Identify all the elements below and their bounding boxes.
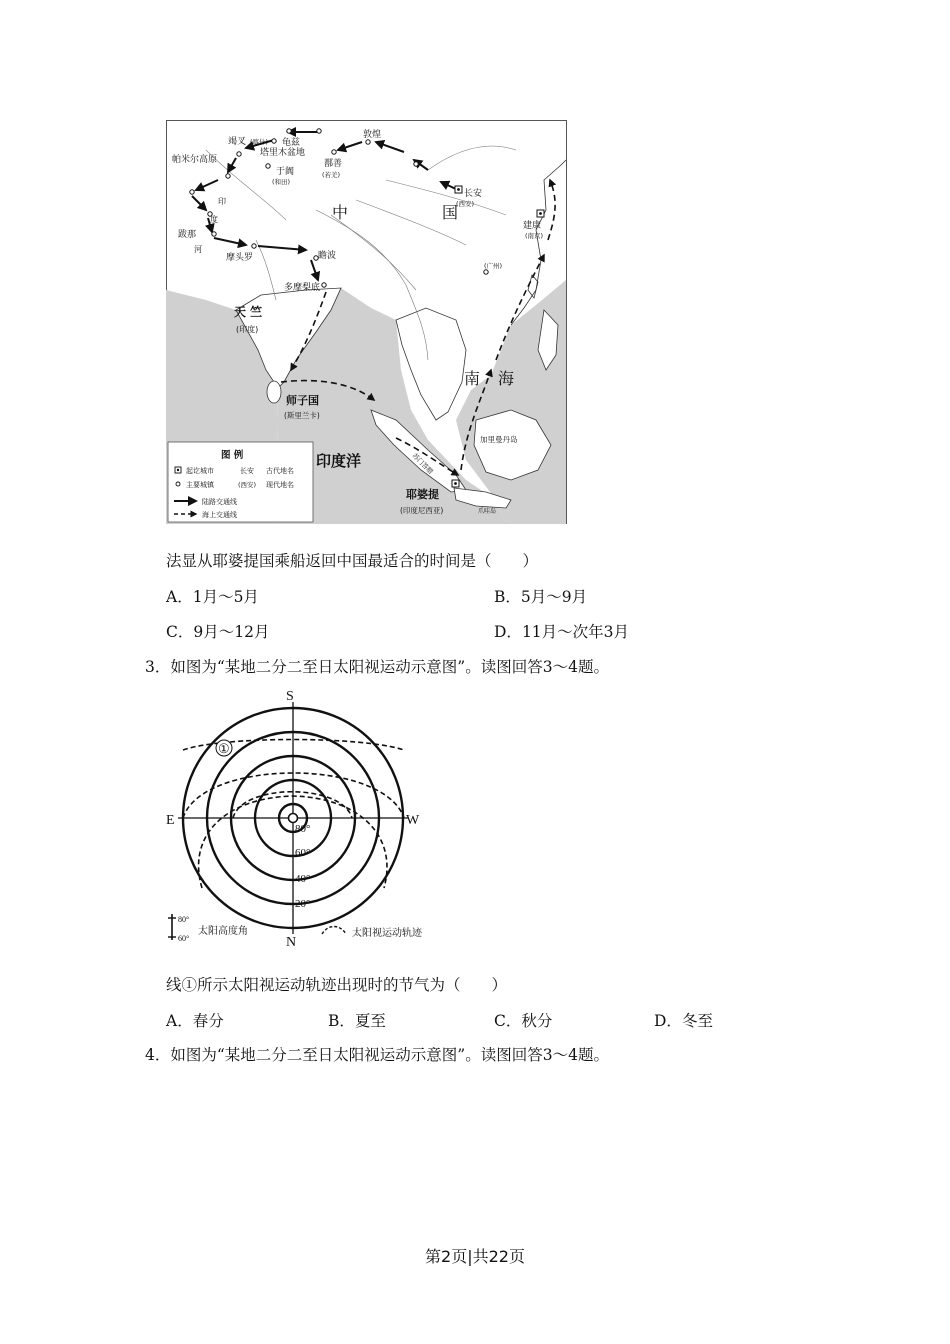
map-label: 南 [464,369,481,388]
map-label: 师子国 [286,394,319,407]
map-label: 鄯善 [324,159,343,169]
map-label: 敦煌 [363,130,382,140]
map-label: 度 [210,215,218,224]
map-label: 印度洋 [316,452,362,470]
map-label: 天 竺 [234,305,263,319]
q3-option-a [166,1011,224,1031]
map-label: 耶婆提 [406,488,439,501]
sri-lanka [267,381,281,403]
q3-option-c [494,1011,552,1031]
option-letter: B． [494,588,521,606]
north-label: N [286,935,297,950]
east-label: E [166,813,175,828]
option-letter: D． [494,623,522,641]
track-marker-1: ① [218,741,230,756]
map-label: 加里曼丹岛 [480,435,518,444]
west-label: W [406,813,420,828]
option-letter: B． [328,1012,355,1030]
svg-text:陆路交通线: 陆路交通线 [202,498,237,506]
question-intro-text: 如图为“某地二分二至日太阳视运动示意图”。读图回答3～4题。 [170,658,609,676]
altitude-label: 60° [295,847,311,859]
svg-text:长安: 长安 [240,467,254,475]
page-footer: 第2页|共22页 [425,1247,525,1266]
svg-text:现代地名: 现代地名 [266,481,294,489]
option-text: 11月～次年3月 [521,623,630,641]
svg-text:(西安): (西安) [238,481,257,489]
map-label: (西安) [456,200,475,208]
map-label: (广州) [484,262,503,270]
option-letter: C． [166,623,194,641]
svg-text:古代地名: 古代地名 [266,467,294,475]
map-label: 跋那 [178,230,197,240]
q3-intro [145,657,609,677]
option-text: 夏至 [354,1012,386,1030]
map-label: 于阗 [276,167,295,177]
option-text: 5月～9月 [520,588,588,606]
svg-text:太阳视运动轨迹: 太阳视运动轨迹 [352,928,422,939]
q2-option-b [494,587,587,607]
q2-stem: 法显从耶婆提国乘船返回中国最适合的时间是（ ） [166,552,539,570]
map-legend [168,442,313,522]
altitude-label: 40° [295,873,311,885]
map-label: (喀什) [250,138,269,146]
map-label: (印度尼西亚) [400,506,444,515]
map-label: 中 [332,203,349,222]
map-label: 塔里木盆地 [260,148,306,158]
svg-text:太阳高度角: 太阳高度角 [198,926,248,937]
q3-option-d [654,1011,713,1031]
map-label: 帕米尔高原 [172,155,218,165]
south-label: S [286,689,294,704]
svg-text:海上交通线: 海上交通线 [202,511,237,519]
map-label: 长安 [464,189,483,199]
option-letter: A． [166,1012,193,1030]
legend-title: 图 例 [221,450,244,461]
map-label: 竭叉 [228,137,247,147]
map-label: 爪哇岛 [478,508,497,515]
option-letter: D． [654,1012,682,1030]
map-label: (南京) [525,232,544,240]
map-label: 龟兹 [282,138,301,148]
option-letter: A． [166,588,193,606]
q3-stem: 线①所示太阳视运动轨迹出现时的节气为（ ） [166,976,508,994]
option-text: 9月～12月 [193,623,270,641]
map-label: 摩头罗 [226,253,254,263]
map-label: (若羌) [322,171,341,179]
svg-text:起讫城市: 起讫城市 [186,467,214,475]
question-number: 4． [145,1046,171,1064]
altitude-label: 80° [295,823,311,835]
option-letter: C． [494,1012,522,1030]
map-label: 印 [218,197,226,206]
map-label: (和田) [272,178,291,186]
map-label: 瞻波 [318,251,337,261]
altitude-label: 20° [295,898,311,910]
option-text: 秋分 [521,1012,553,1030]
q3-option-b [328,1011,386,1031]
q2-option-d [494,622,629,642]
map-label: 河 [194,245,202,254]
q2-option-a [166,587,259,607]
map-label: 苏门答腊 [410,451,435,476]
map-label: 国 [442,203,459,222]
option-text: 1月～5月 [192,588,259,606]
map-label: (印度) [236,325,259,334]
q4-intro [145,1045,609,1065]
svg-text:主要城镇: 主要城镇 [186,481,214,489]
svg-text:80°: 80° [178,915,190,924]
svg-text:60°: 60° [178,934,190,943]
question-number: 3． [145,658,171,676]
map-label: 建康 [523,221,542,231]
sun-path-diagram [162,688,452,950]
faxian-route-map [166,120,567,524]
option-text: 春分 [192,1012,224,1030]
q2-option-c [166,622,269,642]
question-intro-text: 如图为“某地二分二至日太阳视运动示意图”。读图回答3～4题。 [170,1046,609,1064]
map-label: 多摩梨底 [284,283,321,293]
map-label: 海 [498,369,515,388]
map-label: (斯里兰卡) [284,411,320,420]
option-text: 冬至 [681,1012,713,1030]
